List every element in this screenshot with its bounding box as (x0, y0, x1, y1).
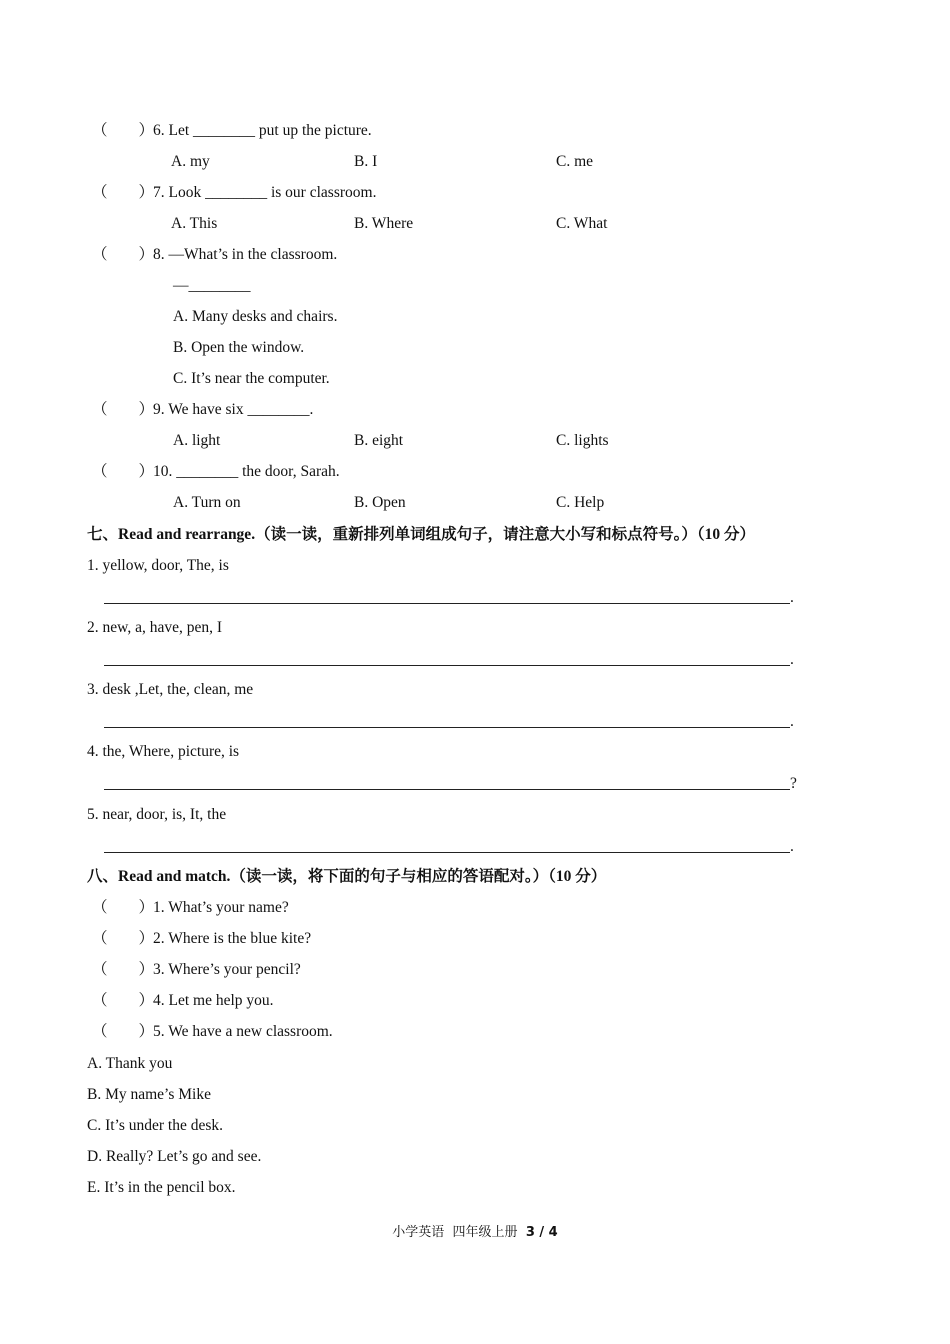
match-answer-a: A. Thank you (87, 1055, 173, 1072)
option-a: A. Many desks and chairs. (173, 308, 338, 325)
answer-paren[interactable]: （ ） (92, 899, 155, 916)
end-punctuation: ? (790, 775, 797, 792)
option-a: A. This (171, 215, 218, 232)
match-answer-b: B. My name’s Mike (87, 1086, 211, 1103)
rearrange-words: 4. the, Where, picture, is (87, 743, 240, 760)
option-b: B. Open (354, 494, 406, 511)
answer-line[interactable] (104, 852, 790, 853)
question-stem: 7. Look ________ is our classroom. (153, 184, 377, 201)
question-stem: 6. Let ________ put up the picture. (153, 122, 372, 139)
answer-line[interactable] (104, 789, 790, 790)
option-b: B. Open the window. (173, 339, 305, 356)
option-c: C. lights (556, 432, 609, 449)
end-punctuation: . (790, 651, 794, 668)
question-stem: 9. We have six ________. (153, 401, 314, 418)
answer-paren[interactable]: （ ） (92, 401, 155, 418)
answer-paren[interactable]: （ ） (92, 1023, 155, 1040)
option-b: B. I (354, 153, 378, 170)
section-title-cn: （读一读，将下面的句子与相应的答语配对。）（ (230, 868, 556, 885)
option-a: A. light (173, 432, 221, 449)
option-c: C. It’s near the computer. (173, 370, 330, 387)
answer-line[interactable] (104, 665, 790, 666)
answer-paren[interactable]: （ ） (92, 961, 155, 978)
answer-dash-blank: —________ (173, 277, 251, 294)
match-question-text: 3. Where’s your pencil? (153, 961, 301, 978)
rearrange-words: 3. desk ,Let, the, clean, me (87, 681, 254, 698)
question-stem: 10. ________ the door, Sarah. (153, 463, 340, 480)
rearrange-words: 2. new, a, have, pen, I (87, 619, 222, 636)
option-b: B. Where (354, 215, 414, 232)
match-question-text: 5. We have a new classroom. (153, 1023, 333, 1040)
section-score: 10 (555, 868, 572, 885)
section-title-en: Read and rearrange. (118, 526, 256, 543)
footer-label: 小学英语 四年级上册 (392, 1225, 526, 1240)
section-number: 八、 (87, 868, 119, 885)
section-number: 七、 (87, 526, 119, 543)
option-c: C. What (556, 215, 608, 232)
match-question-text: 2. Where is the blue kite? (153, 930, 312, 947)
question-stem: 8. —What’s in the classroom. (153, 246, 338, 263)
section-score-unit: 分） (720, 526, 755, 543)
answer-paren[interactable]: （ ） (92, 184, 155, 201)
page-number: 3 / 4 (525, 1225, 558, 1240)
match-question-text: 1. What’s your name? (153, 899, 289, 916)
answer-paren[interactable]: （ ） (92, 246, 155, 263)
option-a: A. Turn on (173, 494, 241, 511)
match-answer-c: C. It’s under the desk. (87, 1117, 224, 1134)
answer-paren[interactable]: （ ） (92, 992, 155, 1009)
match-question-text: 4. Let me help you. (153, 992, 274, 1009)
end-punctuation: . (790, 838, 794, 855)
option-b: B. eight (354, 432, 404, 449)
section-title-en: Read and match. (118, 868, 231, 885)
answer-paren[interactable]: （ ） (92, 930, 155, 947)
answer-line[interactable] (104, 727, 790, 728)
option-c: C. Help (556, 494, 605, 511)
section-7-heading (87, 525, 755, 545)
section-title-cn: （读一读，重新排列单词组成句子，请注意大小写和标点符号。）（ (255, 526, 705, 543)
rearrange-words: 5. near, door, is, It, the (87, 806, 227, 823)
match-answer-e: E. It’s in the pencil box. (87, 1179, 236, 1196)
match-answer-d: D. Really? Let’s go and see. (87, 1148, 262, 1165)
end-punctuation: . (790, 589, 794, 606)
page-footer (0, 1224, 950, 1242)
section-score-unit: 分） (571, 868, 607, 885)
answer-paren[interactable]: （ ） (92, 122, 155, 139)
option-c: C. me (556, 153, 594, 170)
rearrange-words: 1. yellow, door, The, is (87, 557, 229, 574)
section-score: 10 (704, 526, 721, 543)
option-a: A. my (171, 153, 210, 170)
section-8-heading (87, 867, 606, 887)
answer-line[interactable] (104, 603, 790, 604)
answer-paren[interactable]: （ ） (92, 463, 155, 480)
end-punctuation: . (790, 713, 794, 730)
